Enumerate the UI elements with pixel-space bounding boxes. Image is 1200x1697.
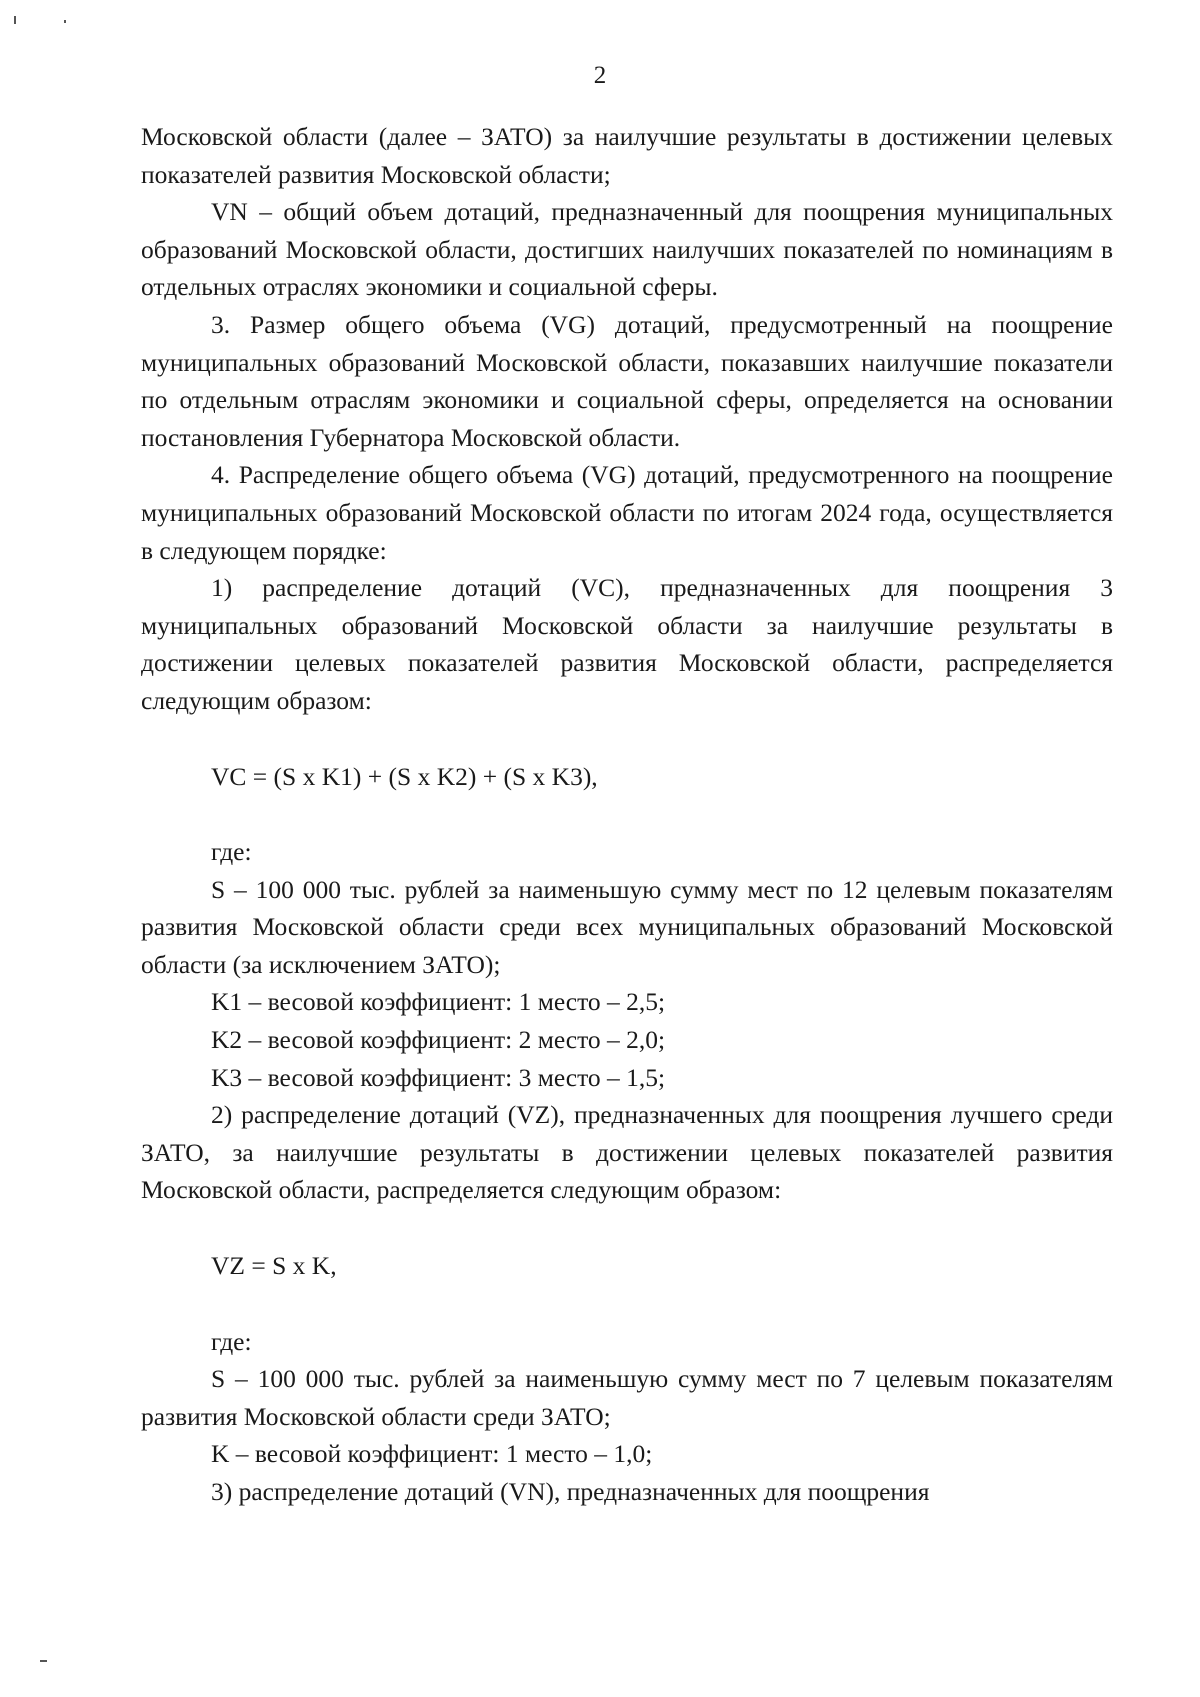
- paragraph: 2) распределение дотаций (VZ), предназначенных для поощрения лучшего среди ЗАТО, за наилучшие результаты в достижении целевых показателей развития Московской области, распределяется следующим образом:: [141, 1100, 1113, 1205]
- paragraph: VN – общий объем дотаций, предназначенный для поощрения муниципальных образований Московской области, достигших наилучших показателей по номинациям в отдельных отраслях экономики и социальной сферы.: [141, 197, 1113, 302]
- paragraph: S – 100 000 тыс. рублей за наименьшую сумму мест по 12 целевым показателям развития Московской области среди всех муниципальных образований Московской области (за исключением ЗАТО);: [141, 874, 1113, 979]
- formula-vz: VZ = S x K,: [211, 1251, 337, 1281]
- document-body: [141, 118, 1113, 1511]
- where-label: где:: [211, 1326, 252, 1356]
- paragraph: Московской области (далее – ЗАТО) за наилучшие результаты в достижении целевых показателей развития Московской области;: [141, 122, 1113, 189]
- where-label: где:: [211, 837, 252, 867]
- coefficient-line: K1 – весовой коэффициент: 1 место – 2,5;: [211, 987, 666, 1017]
- coefficient-line: K – весовой коэффициент: 1 место – 1,0;: [211, 1439, 653, 1469]
- scan-artifact: [64, 20, 66, 23]
- scan-artifact: [40, 1660, 47, 1662]
- paragraph: S – 100 000 тыс. рублей за наименьшую сумму мест по 7 целевым показателям развития Московской области среди ЗАТО;: [141, 1364, 1113, 1431]
- coefficient-line: K2 – весовой коэффициент: 2 место – 2,0;: [211, 1025, 666, 1055]
- formula-vc: VC = (S x K1) + (S x K2) + (S x K3),: [211, 761, 598, 791]
- coefficient-line: K3 – весовой коэффициент: 3 место – 1,5;: [211, 1062, 666, 1092]
- paragraph: 1) распределение дотаций (VC), предназначенных для поощрения 3 муниципальных образований Московской области за наилучшие результаты в достижении целевых показателей развития Московской области, распределяется следующим образом:: [141, 573, 1113, 715]
- scan-artifact: [14, 16, 16, 24]
- paragraph: 3. Размер общего объема (VG) дотаций, предусмотренный на поощрение муниципальных образований Московской области, показавших наилучшие показатели по отдельным отраслям экономики и социальной сферы, определяется на основании постановления Губернатора Московской области.: [141, 309, 1113, 452]
- paragraph: 4. Распределение общего объема (VG) дотаций, предусмотренного на поощрение муниципальных образований Московской области по итогам 2024 года, осуществляется в следующем порядке:: [141, 460, 1113, 565]
- page-number: 2: [593, 62, 607, 89]
- paragraph: 3) распределение дотаций (VN), предназначенных для поощрения: [211, 1477, 930, 1506]
